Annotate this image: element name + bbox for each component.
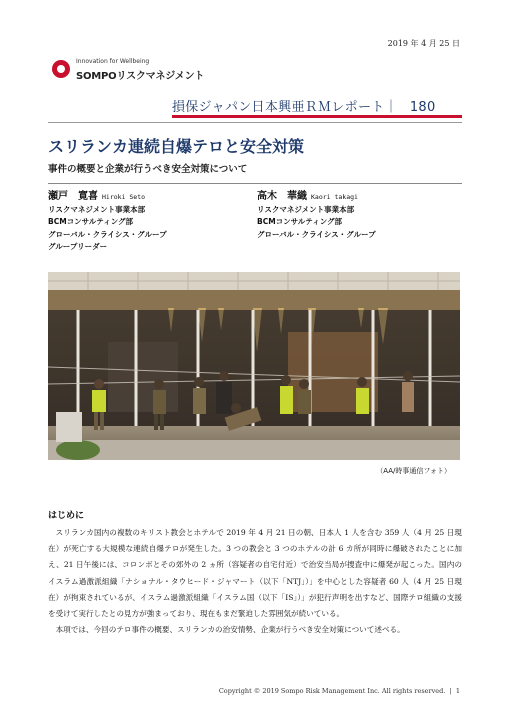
report-date: 2019 年 4 月 25 日 xyxy=(387,39,460,48)
intro-body xyxy=(48,525,462,638)
series-number: 180 xyxy=(409,100,436,115)
author-block xyxy=(48,191,167,254)
author-name-ja: 瀬戸 寛喜 xyxy=(48,191,98,202)
author-affiliation: グローバル・クライシス・グループ xyxy=(257,229,376,239)
author-affiliation: グループリーダー xyxy=(48,242,108,251)
author-affiliation: BCMコンサルティング部 xyxy=(257,217,343,226)
section-heading: はじめに xyxy=(48,511,85,521)
series-rule xyxy=(172,115,462,118)
photo-credit: （AA/時事通信フォト） xyxy=(376,467,451,475)
author-affiliation: グローバル・クライシス・グループ xyxy=(48,229,167,239)
page-footer xyxy=(219,687,460,695)
author-block xyxy=(257,191,376,241)
author-name-roman: Kaori takagi xyxy=(311,193,358,201)
author-affiliation: リスクマネジメント事業本部 xyxy=(48,204,146,214)
author-name-ja: 高木 華織 xyxy=(257,191,307,202)
logo-name: SOMPOリスクマネジメント xyxy=(76,71,205,82)
body-paragraph: 本項では、今回のテロ事件の概要、スリランカの治安情勢、企業が行うべき安全対策について述べる。 xyxy=(55,625,405,635)
logo-mark-icon xyxy=(52,60,70,78)
body-paragraph: スリランカ国内の複数のキリスト教会とホテルで 2019 年 4 月 21 日の朝、日本人 1 人を含む 359 人（4 月 25 日現在）が死亡する大規模な連続自爆テロが発生した。3 つの教会と 3 つのホテルの計 6 カ所が同時に爆破されたことに加え、21 日午後には、コロンボとその郊外の 2 ヵ所（容疑者の自宅付近）で治安当局が捜査中に爆発が起こった。国内のイスラム過激派組織「ナショナル・タウヒード・ジャマート（以下「NTJ」）」を中心とした容疑者 60 人（4 月 25 日現在）が拘束されているが、イスラム過激派組織「イスラム国（以下「IS」）」が犯行声明を出すなど、国際テロ組織の支援を受けて実行したとの見方が強まっており、現在もまだ緊迫した雰囲気が続いている。 xyxy=(48,528,462,619)
report-series xyxy=(172,96,436,115)
article-title: スリランカ連続自爆テロと安全対策 xyxy=(48,137,305,156)
subtitle-divider xyxy=(48,183,462,184)
series-label: 損保ジャパン日本興亜ＲＭレポート｜ xyxy=(172,100,398,115)
page-number: 1 xyxy=(455,687,460,695)
author-name xyxy=(257,191,376,204)
author-affiliation: BCMコンサルティング部 xyxy=(48,217,134,226)
logo-tagline: Innovation for Wellbeing xyxy=(76,58,150,65)
article-subtitle: 事件の概要と企業が行うべき安全対策について xyxy=(48,164,248,175)
author-name xyxy=(48,191,167,204)
author-name-roman: Hiroki Seto xyxy=(102,193,146,201)
title-divider xyxy=(48,122,462,123)
author-affiliation: リスクマネジメント事業本部 xyxy=(257,204,355,214)
footer-separator: | xyxy=(447,687,454,695)
news-photo xyxy=(48,272,460,460)
copyright-text: Copyright © 2019 Sompo Risk Management Inc. All rights reserved. xyxy=(218,687,446,695)
company-logo xyxy=(52,56,205,82)
